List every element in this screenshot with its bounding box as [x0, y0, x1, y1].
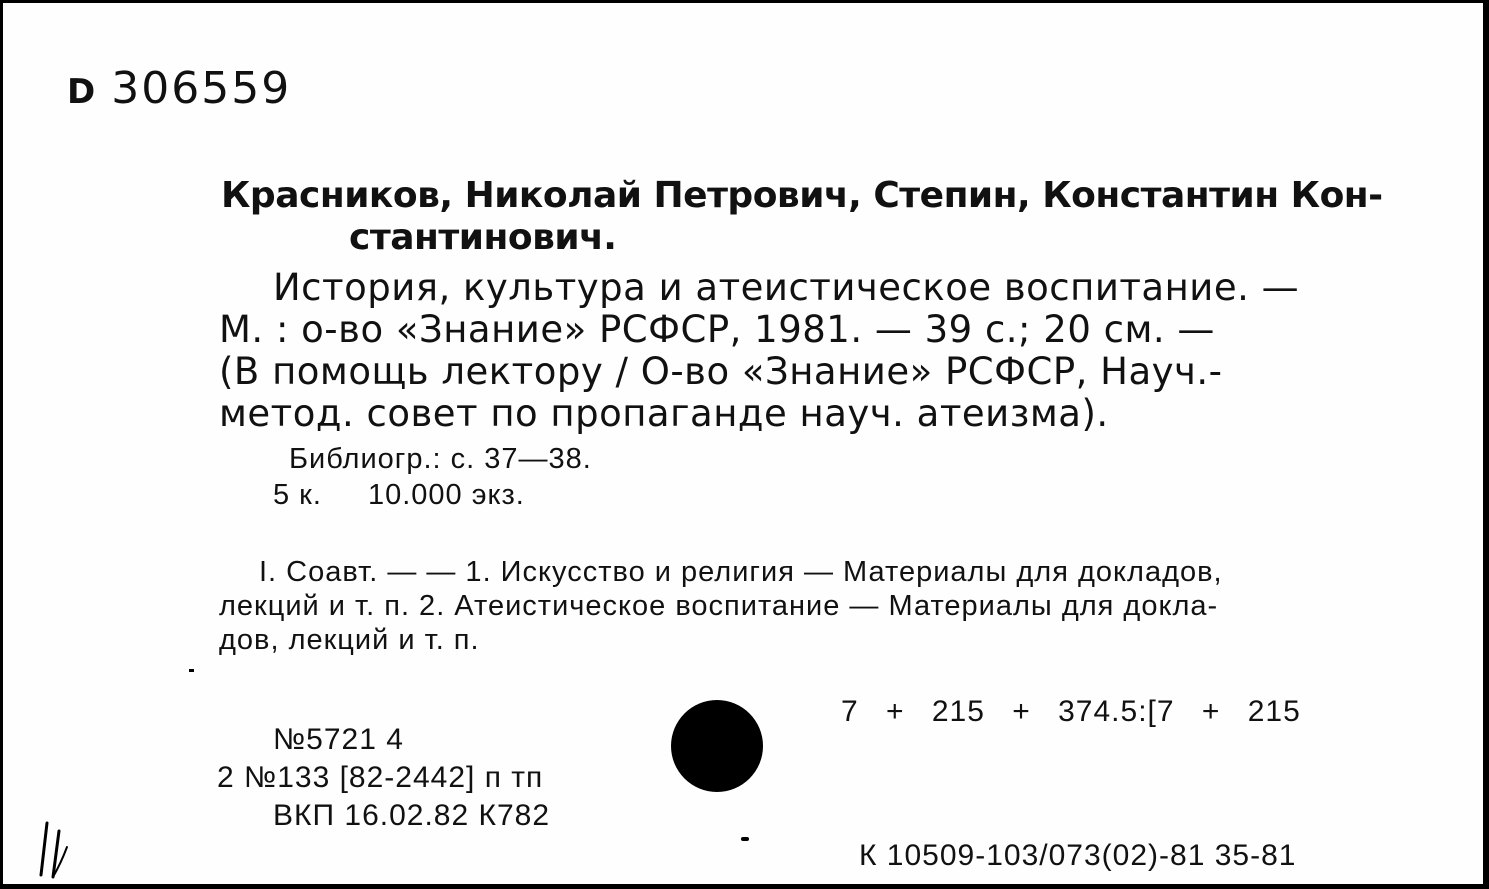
authors-line-1: Красников, Николай Петрович, Степин, Константин Кон- — [221, 175, 1383, 216]
authors-heading — [221, 175, 1391, 259]
price: 5 к. — [273, 479, 322, 511]
bibliography-note: Библиогр.: с. 37—38. — [289, 443, 592, 475]
order-number-line-2: 2 №133 [82-2442] п тп — [217, 761, 544, 794]
subjects-line-1: I. Соавт. — — 1. Искусство и религия — Материалы для докладов, — [259, 556, 1223, 588]
subject-tracings — [219, 555, 1391, 657]
title-line-3: (В помощь лектору / О-во «Знание» РСФСР, Науч.- — [219, 350, 1223, 393]
publication-code: К 10509-103/073(02)-81 35-81 — [859, 839, 1297, 872]
title-line-2: М. : о-во «Знание» РСФСР, 1981. — 39 с.; 20 см. — — [219, 308, 1215, 351]
title-line-4: метод. совет по пропаганде науч. атеизма). — [219, 392, 1109, 435]
ink-speck — [741, 837, 749, 841]
inventory-number-value: 306559 — [111, 63, 292, 114]
ink-speck — [189, 669, 194, 672]
title-line-1: История, культура и атеистическое воспитание. — — [273, 266, 1300, 309]
punch-hole — [671, 700, 763, 792]
inventory-mark: D — [67, 72, 98, 112]
price-and-copies — [273, 479, 525, 512]
handwritten-mark — [37, 817, 77, 881]
title-description — [219, 267, 1391, 435]
order-number-line-3: ВКП 16.02.82 К782 — [273, 799, 551, 832]
subjects-line-2: лекций и т. п. 2. Атеистическое воспитание — Материалы для докла- — [219, 590, 1219, 622]
subjects-line-3: дов, лекций и т. п. — [219, 624, 480, 656]
order-number-line-1: №5721 4 — [273, 723, 404, 756]
inventory-number — [67, 63, 291, 114]
authors-line-2: стантинович. — [349, 217, 617, 258]
classification-index: 7 + 215 + 374.5:[7 + 215 — [841, 695, 1301, 728]
copies: 10.000 экз. — [367, 479, 525, 511]
